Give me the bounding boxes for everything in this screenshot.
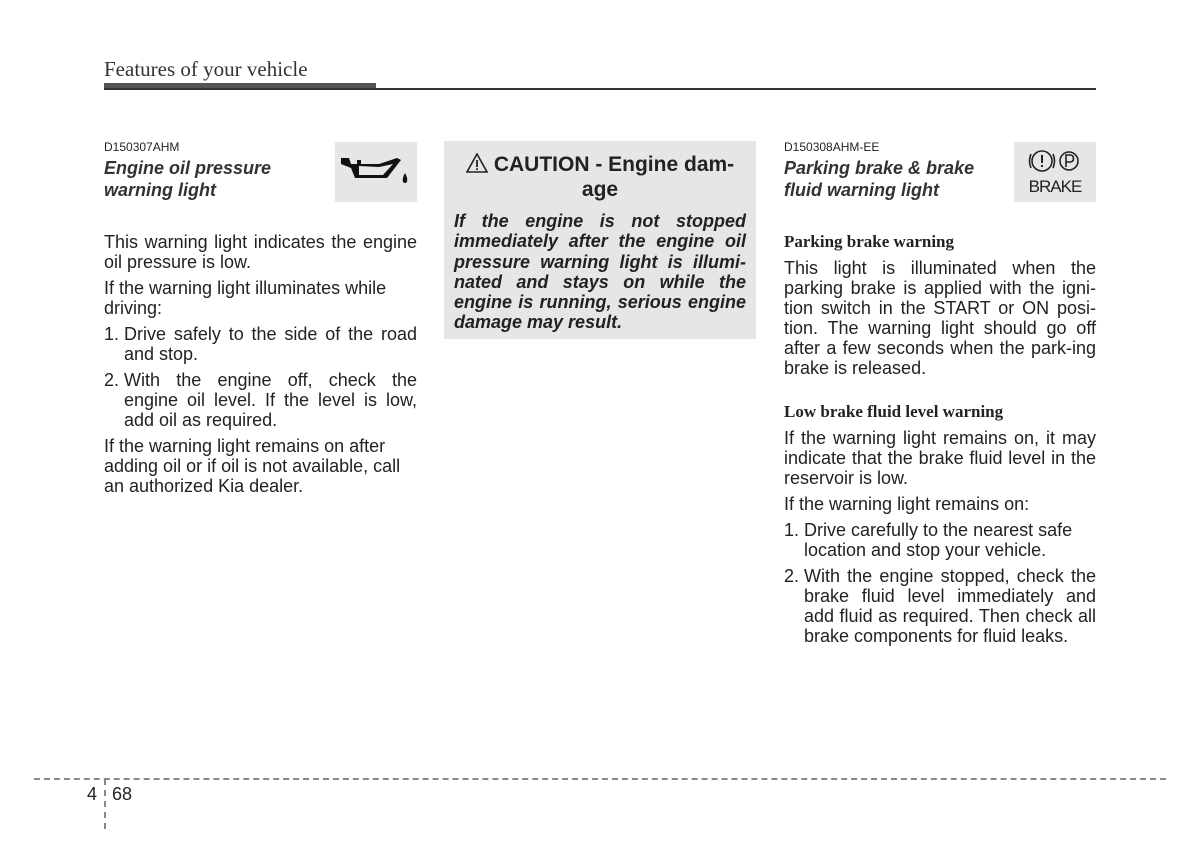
list-item [104,324,417,364]
footer-rule [34,778,1166,780]
subsection-title: Parking brake warning [784,232,955,251]
section-code: D150308AHM-EE [784,140,880,154]
parking-brake-section [784,140,1096,652]
paragraph: If the warning light remains on: [784,494,1030,514]
paragraph: If the warning light remains on, it may indicate that the brake fluid level in the reservoir is low. [784,428,1096,488]
paragraph: This light is illuminated when the parking brake is applied with the igni-tion switch in the START or ON posi-tion. The warning light should go off after a few seconds when the park-ing brake is released. [784,258,1096,378]
oil-can-icon [335,142,417,202]
section-heading-line: warning light [104,180,216,200]
list-item [104,370,417,430]
list-number: 2. [784,566,800,586]
list-number: 1. [784,520,800,540]
page-number: 68 [112,784,133,804]
caution-box [444,141,756,339]
list-text: With the engine off, check the engine oil level. If the level is low, add oil as required. [124,370,417,430]
list-item [784,566,1096,646]
list-text: With the engine stopped, check the brake fluid level immediately and add fluid as required. Then check all brake components for fluid leaks. [804,566,1096,646]
brake-warning-icon [1014,142,1096,202]
caution-title [444,141,756,201]
subsection-title: Low brake fluid level warning [784,402,1004,421]
paragraph: If the warning light illuminates while driving: [104,278,387,318]
list-text: Drive carefully to the nearest safe location and stop your vehicle. [804,520,1073,560]
warning-triangle-icon [466,153,488,178]
list-item [784,520,1096,560]
section-heading-line: fluid warning light [784,180,939,200]
list-text: Drive safely to the side of the road and stop. [124,324,417,364]
list-number: 1. [104,324,120,344]
header-rule [104,88,1096,90]
caution-body: If the engine is not stopped immediately after the engine oil pressure warning light is illumi-nated and stays on while the engine is running, serious engine damage may result. [454,211,746,333]
page-header-title: Features of your vehicle [104,57,308,81]
section-code: D150307AHM [104,140,180,154]
caution-title-line: age [581,178,619,201]
oil-pressure-section [104,140,417,502]
chapter-number: 4 [87,784,98,804]
section-heading-line: Engine oil pressure [104,158,272,178]
paragraph: If the warning light remains on after adding oil or if oil is not available, call an authorized Kia dealer. [104,436,401,496]
paragraph: This warning light indicates the engine oil pressure is low. [104,232,417,272]
brake-icon-label: BRAKE [1028,177,1082,196]
footer-divider [104,779,106,829]
section-heading-line: Parking brake & brake [784,158,975,178]
caution-title-line: CAUTION - Engine dam- [493,153,735,176]
list-number: 2. [104,370,120,390]
